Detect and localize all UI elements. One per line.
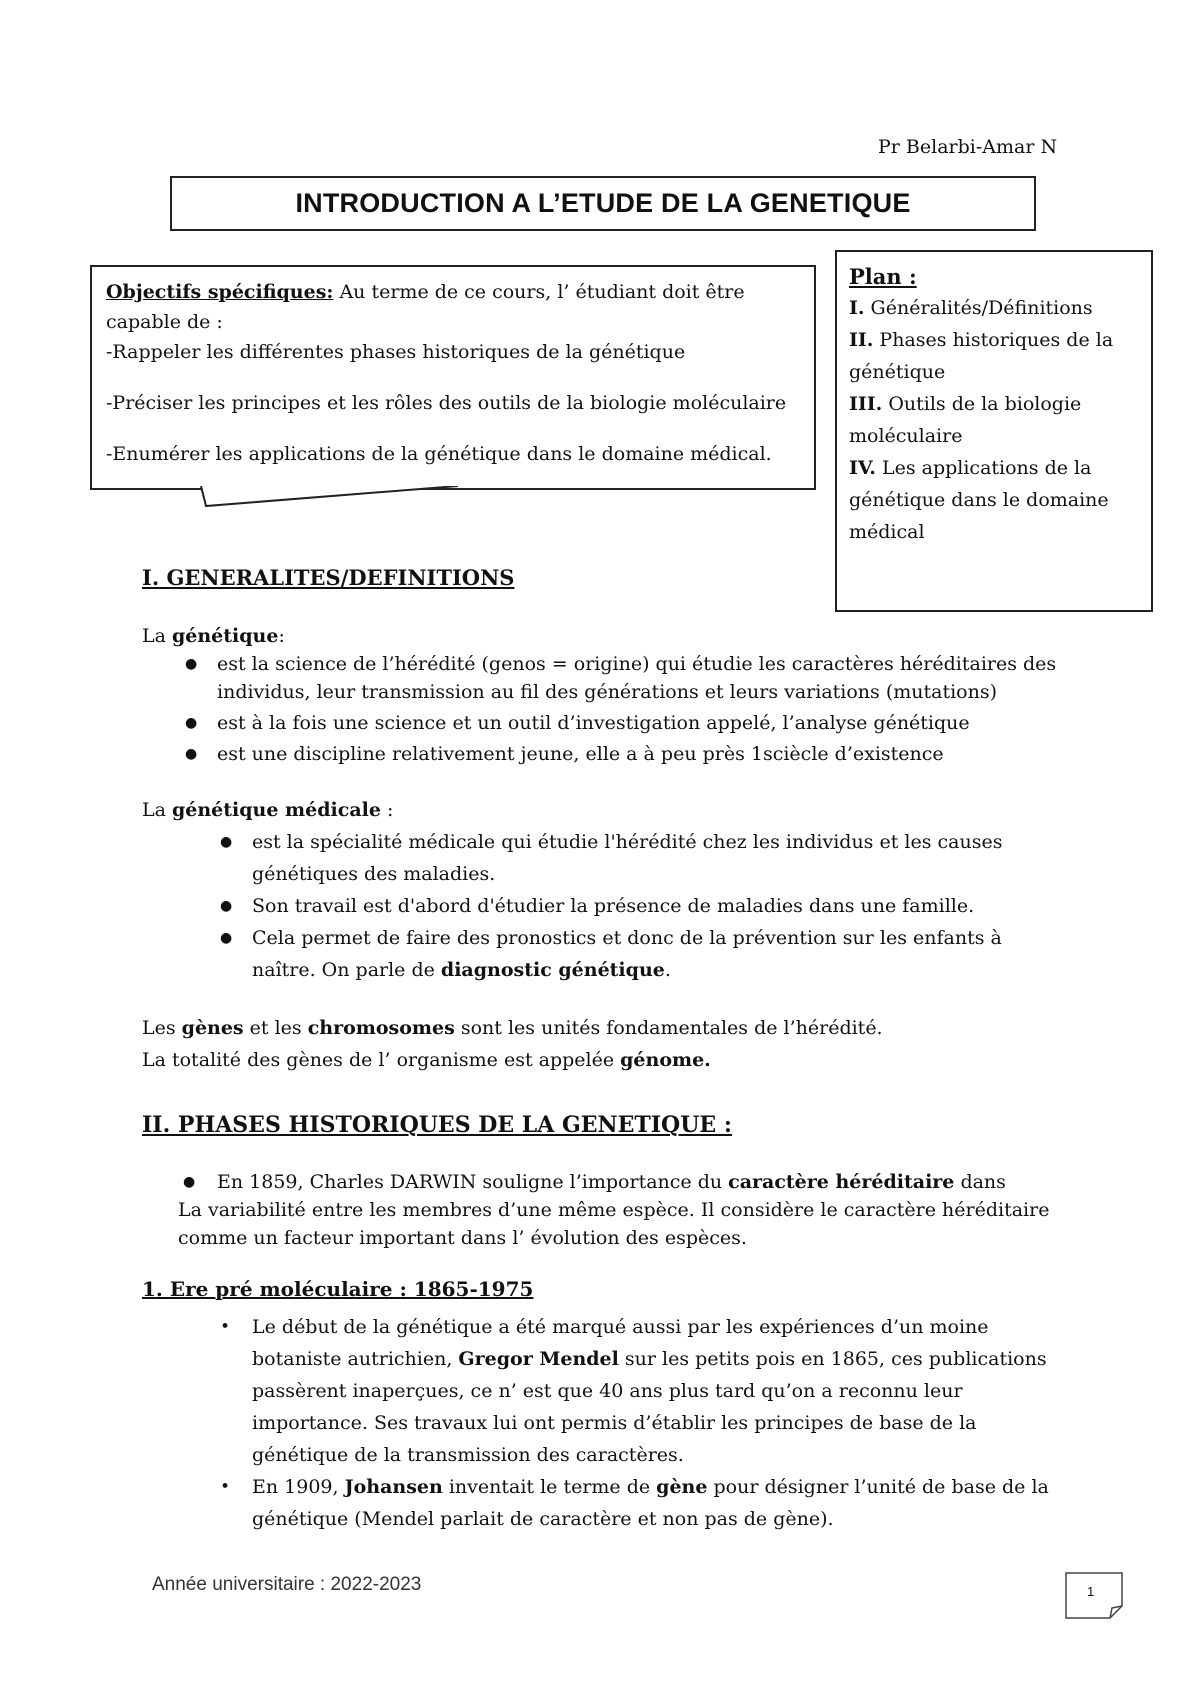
list-item: ● est une discipline relativement jeune, elle a à peu près 1sciècle d’existence [185, 743, 944, 765]
section-2-heading: II. PHASES HISTORIQUES DE LA GENETIQUE : [142, 1112, 732, 1138]
list-item: ● est à la fois une science et un outil d’investigation appelé, l’analyse génétique [185, 712, 970, 734]
genetique-definition: La génétique: [142, 625, 285, 647]
plan-item: I. Généralités/Définitions [849, 297, 1093, 319]
list-item: ● Cela permet de faire des pronostics et donc de la prévention sur les enfants à naître. On parle de diagnostic génétique. [220, 927, 1002, 981]
list-item: ● est la science de l’hérédité (genos = origine) qui étudie les caractères héréditaires des individus, leur transmission au fil des générations et leurs variations (mutations) [185, 653, 1057, 703]
section-1-heading: I. GENERALITES/DEFINITIONS [142, 565, 515, 590]
list-item: ● est la spécialité médicale qui étudie l'hérédité chez les individus et les causes génétiques des maladies. [220, 831, 1003, 885]
darwin-paragraph: ● En 1859, Charles DARWIN souligne l’importance du caractère héréditaire dans La variabilité entre les membres d’une même espèce. Il considère le caractère héréditaire comme un facteur important dans l’ évolution des espèces. [178, 1168, 1088, 1252]
objectives-box [90, 265, 816, 490]
bullet-icon: ● [183, 1174, 196, 1190]
page-number: 1 [1087, 1584, 1095, 1599]
academic-year: Année universitaire : 2022-2023 [152, 1574, 422, 1595]
objective-item: -Préciser les principes et les rôles des outils de la biologie moléculaire [106, 392, 787, 414]
objectives-label: Objectifs spécifiques: [106, 281, 334, 303]
medicale-bullets [220, 826, 1032, 986]
genes-paragraph: Les gènes et les chromosomes sont les unités fondamentales de l’hérédité. La totalité des gènes de l’ organisme est appelée génome. [142, 1017, 883, 1071]
list-item: • Le début de la génétique a été marqué aussi par les expériences d’un moine botaniste autrichien, Gregor Mendel sur les petits pois en 1865, ces publications passèrent inaperçues, ce n’ est que 40 ans plus tard qu’on a reconnu leur importance. Ses travaux lui ont permis d’établir les principes de base de la génétique de la transmission des caractères. [220, 1316, 1047, 1466]
page-number-box [1065, 1572, 1119, 1616]
objectives-intro-2: capable de : [106, 311, 223, 333]
page-title: INTRODUCTION A L’ETUDE DE LA GENETIQUE [295, 188, 911, 218]
genetique-medicale-definition: La génétique médicale : [142, 799, 394, 821]
list-item: ● Son travail est d'abord d'étudier la présence de maladies dans une famille. [220, 895, 975, 917]
plan-item: II. Phases historiques de la génétique [849, 329, 1114, 383]
plan-box [835, 250, 1153, 612]
objective-item: -Enumérer les applications de la génétique dans le domaine médical. [106, 443, 772, 465]
title-box [170, 176, 1036, 231]
objectives-intro: Objectifs spécifiques: Au terme de ce cours, l’ étudiant doit être [106, 281, 745, 303]
plan-item: III. Outils de la biologie moléculaire [849, 393, 1082, 447]
callout-tail [200, 486, 460, 510]
plan-item: IV. Les applications de la génétique dans le domaine médical [849, 457, 1109, 543]
genetique-bullets [185, 650, 1077, 768]
objective-item: -Rappeler les différentes phases historiques de la génétique [106, 341, 686, 363]
subsection-1-heading: 1. Ere pré moléculaire : 1865-1975 [142, 1277, 534, 1301]
pre-molecular-bullets [220, 1311, 1052, 1535]
list-item: • En 1909, Johansen inventait le terme de gène pour désigner l’unité de base de la génétique (Mendel parlait de caractère et non pas de gène). [220, 1476, 1049, 1530]
plan-title: Plan : [849, 264, 917, 289]
author-name: Pr Belarbi-Amar N [878, 136, 1058, 158]
